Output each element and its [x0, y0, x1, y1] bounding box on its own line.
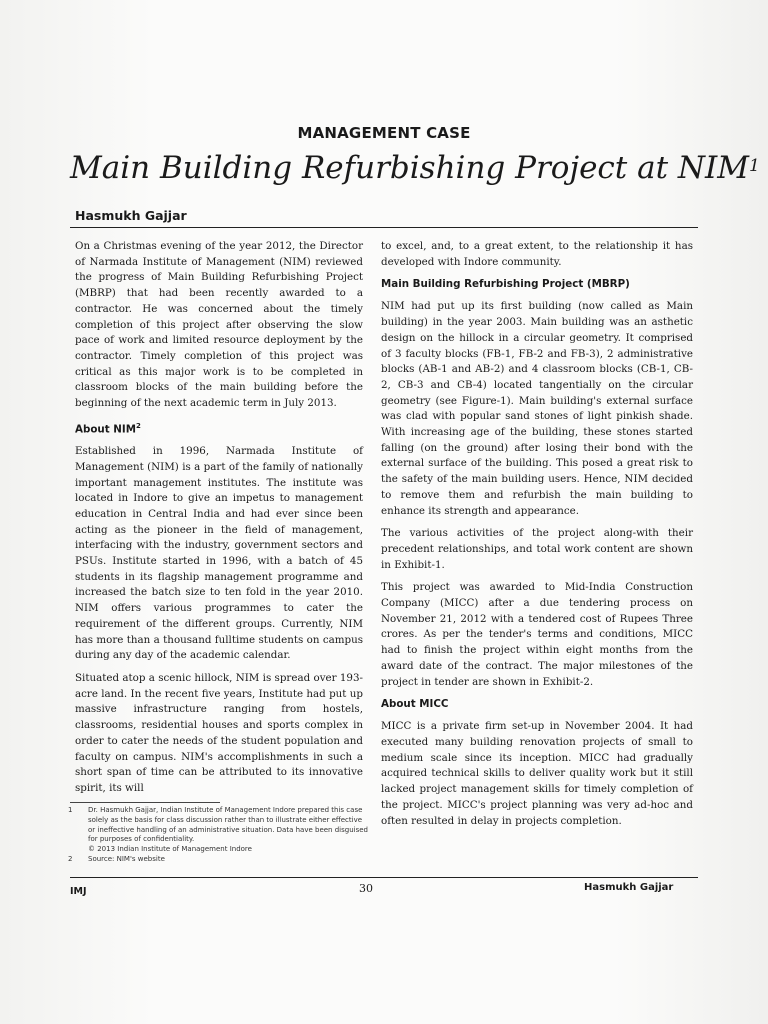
right-column — [381, 239, 693, 836]
about-nim-paragraph-1: Established in 1996, Narmada Institute of Management (NIM) is a part of the family of nationally important management institutes. The institute was located in Indore to give an impetus to management education in Central India and had ever since been acting as the pioneer in the field of management, interfacing with the industry, government sectors and PSUs. Institute started in 1996, with a batch of 45 students in its flagship management programme and increased the batch size to ten fold in the year 2010. NIM offers various programmes to cater the requirement of the different groups. Currently, NIM has more than a thousand fulltime students on campus during any day of the academic calendar. — [75, 445, 363, 662]
page-number: 30 — [359, 882, 373, 895]
footnotes — [68, 806, 368, 865]
footnote-item — [68, 855, 368, 865]
footer-divider — [70, 877, 698, 878]
footnote-number: 1 — [68, 806, 73, 814]
journal-name: IMJ — [70, 886, 87, 897]
header-divider — [70, 227, 698, 228]
page-title — [70, 148, 760, 188]
footnote-text — [88, 855, 368, 865]
title-footnote-mark: 1 — [749, 156, 760, 176]
footnote-item — [68, 806, 368, 855]
about-nim-heading-text: About NIM — [75, 423, 136, 436]
title-text: Main Building Refurbishing Project at NIM — [70, 150, 749, 186]
intro-paragraph: On a Christmas evening of the year 2012, the Director of Narmada Institute of Management (NIM) reviewed the progress of Main Building Refurbishing Project (MBRP) that had been recently awarded to a contractor. He was concerned about the timely completion of this project after observing the slow pace of work and limited resource deployment by the contractor. Timely completion of this project was critical as this major work is to be completed in classroom blocks of the main building before the beginning of the next academic term in July 2013. — [75, 240, 363, 410]
about-nim-heading — [75, 419, 363, 437]
about-nim-footnote-mark: 2 — [135, 421, 141, 430]
footnote-line: Dr. Hasmukh Gajjar, Indian Institute of Management Indore prepared this case solely as the basis for class discussion rather than to illustrate either effective or ineffective handling of an administrative situation. Data have been disguised for purposes of confidentiality. — [88, 806, 368, 844]
section-label: MANAGEMENT CASE — [297, 124, 471, 142]
footnote-line: © 2013 Indian Institute of Management Indore — [88, 845, 252, 854]
continuation-paragraph: to excel, and, to a great extent, to the relationship it has developed with Indore community. — [381, 240, 693, 268]
footer-author: Hasmukh Gajjar — [584, 882, 674, 893]
footnote-line: Source: NIM's website — [88, 854, 165, 863]
mbrp-paragraph-2: The various activities of the project along-with their precedent relationships, and total work content are shown in Exhibit-1. — [381, 527, 693, 571]
left-column — [75, 239, 363, 804]
about-micc-heading: About MICC — [381, 698, 449, 711]
mbrp-heading: Main Building Refurbishing Project (MBRP) — [381, 278, 630, 291]
footnote-divider — [70, 802, 220, 803]
footnote-number: 2 — [68, 854, 73, 863]
footnote-text — [88, 806, 368, 855]
mbrp-paragraph-3: This project was awarded to Mid-India Construction Company (MICC) after a due tendering process on November 21, 2012 with a tendered cost of Rupees Three crores. As per the tender's terms and conditions, MICC had to finish the project within eight months from the award date of the contract. The major milestones of the project in tender are shown in Exhibit-2. — [381, 581, 693, 688]
mbrp-paragraph-1: NIM had put up its first building (now called as Main building) in the year 2003. Main building was an asthetic design on the hillock in a circular geometry. It comprised of 3 faculty blocks (FB-1, FB-2 and FB-3), 2 administrative blocks (AB-1 and AB-2) and 4 classroom blocks (CB-1, CB-2, CB-3 and CB-4) located tangentially on the circular geometry (see Figure-1). Main building's external surface was clad with popular sand stones of light pinkish shade. With increasing age of the building, these stones started falling (on the ground) after losing their bond with the external surface of the building. This posed a great risk to the safety of the main building users. Hence, NIM decided to remove them and refurbish the main building to enhance its strength and appearance. — [381, 300, 693, 517]
author-name: Hasmukh Gajjar — [75, 208, 187, 223]
about-nim-paragraph-2: Situated atop a scenic hillock, NIM is spread over 193-acre land. In the recent five years, Institute had put up massive infrastructure ranging from hostels, classrooms, residential houses and sports complex in order to cater the needs of the student population and faculty on campus. NIM's accomplishments in such a short span of time can be attributed to its innovative spirit, its will — [75, 672, 363, 794]
about-micc-paragraph: MICC is a private firm set-up in November 2004. It had executed many building renovation projects of small to medium scale since its inception. MICC had gradually acquired technical skills to deliver quality work but it still lacked project management skills for timely completion of the project. MICC's project planning was very ad-hoc and often resulted in delay in projects completion. — [381, 720, 693, 827]
